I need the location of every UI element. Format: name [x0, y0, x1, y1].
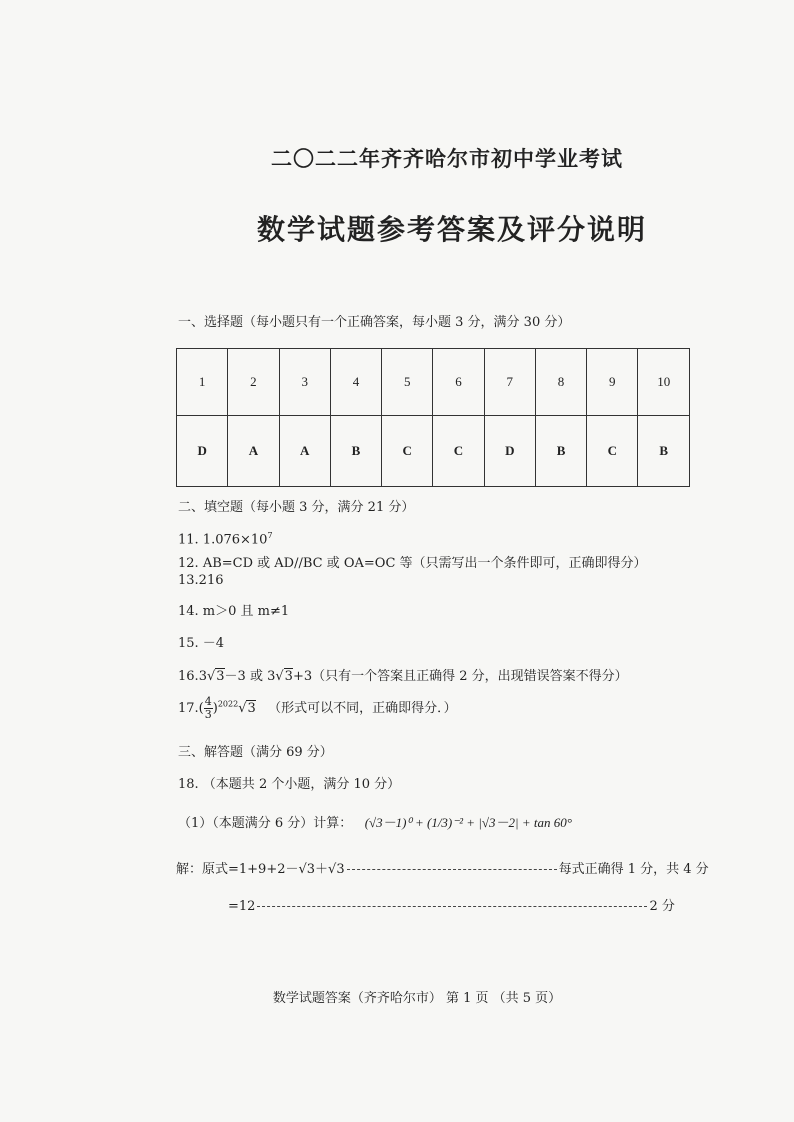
solution-line-1 [176, 858, 709, 877]
answer-17-fraction [204, 696, 213, 721]
question-number: 4 [330, 349, 381, 416]
multiple-choice-answer-table [176, 348, 690, 487]
dashed-leader [347, 869, 557, 870]
page-footer: 数学试题答案（齐齐哈尔市） 第 1 页 （共 5 页） [272, 991, 562, 1006]
question-18-1 [178, 812, 572, 831]
answer-cell: A [279, 416, 330, 487]
answer-11-exponent: 7 [267, 531, 273, 540]
question-number: 10 [638, 349, 690, 416]
answer-16 [178, 665, 628, 684]
question-18-1-expression: (√3－1)⁰ + (1/3)⁻² + |√3－2| + tan 60° [364, 815, 572, 830]
answer-cell: A [228, 416, 279, 487]
exam-title: 二〇二二年齐齐哈尔市初中学业考试 [271, 146, 623, 171]
answer-11-text: 11. 1.076×10 [178, 532, 268, 548]
question-number: 6 [433, 349, 484, 416]
solution-line-1-text: 解：原式=1+9+2－√3＋√3 [176, 862, 345, 877]
answer-cell: C [433, 416, 484, 487]
answer-17-label: 17.( [178, 701, 204, 716]
fraction-numerator: 4 [204, 695, 212, 708]
answer-16-coef: 3 [198, 669, 207, 684]
answer-12-label: 12. [178, 556, 199, 571]
answer-16-tail: +3（只有一个答案且正确得 2 分，出现错误答案不得分） [292, 669, 628, 684]
solution-line-2 [228, 895, 675, 914]
answer-13: 13.216 [178, 573, 224, 588]
answer-row [177, 416, 690, 487]
question-number: 1 [177, 349, 228, 416]
question-18-1-label: （1）（本题满分 6 分）计算： [178, 816, 353, 831]
answer-cell: D [177, 416, 228, 487]
answer-16-radicand: 3 [216, 669, 225, 684]
answer-16-mid: －3 或 3 [224, 669, 276, 684]
solution-line-2-text: =12 [228, 899, 256, 914]
solution-line-2-score: 2 分 [649, 899, 675, 914]
question-number: 7 [484, 349, 535, 416]
answer-16-label: 16. [178, 669, 199, 684]
answer-11 [178, 531, 273, 547]
answer-cell: B [535, 416, 586, 487]
answer-15: 15. －4 [178, 636, 225, 651]
question-number: 2 [228, 349, 279, 416]
question-18-heading: 18. （本题共 2 个小题，满分 10 分） [178, 777, 401, 792]
answer-cell: C [587, 416, 638, 487]
question-number: 3 [279, 349, 330, 416]
answer-17-exponent: 2022 [217, 699, 239, 709]
answer-17-radicand: 3 [247, 701, 256, 716]
answer-12 [178, 552, 647, 571]
question-number: 5 [382, 349, 433, 416]
answer-cell: D [484, 416, 535, 487]
question-number: 9 [587, 349, 638, 416]
question-number: 8 [535, 349, 586, 416]
answer-14: 14. m＞0 且 m≠1 [178, 604, 290, 619]
question-number-row [177, 349, 690, 416]
sqrt-symbol [275, 669, 283, 684]
section2-heading: 二、填空题（每小题 3 分，满分 21 分） [178, 500, 415, 515]
answer-12-text: AB=CD 或 AD//BC 或 OA=OC 等（只需写出一个条件即可，正确即得分） [202, 556, 647, 571]
fraction-denominator: 3 [204, 708, 212, 721]
answer-cell: B [330, 416, 381, 487]
answer-17-note: （形式可以不同，正确即得分．） [268, 701, 457, 716]
solution-line-1-score: 每式正确得 1 分，共 4 分 [558, 862, 709, 877]
section1-heading: 一、选择题（每小题只有一个正确答案，每小题 3 分，满分 30 分） [178, 315, 571, 330]
answer-17: 17.( $\frac{4}{3}$ )$^{2022}$√ 3 （形式可以不同，正确即得分．） [178, 696, 457, 721]
answer-cell: C [382, 416, 433, 487]
answer-cell: B [638, 416, 690, 487]
answer-16-radicand-2: 3 [284, 669, 293, 684]
document-title: 数学试题参考答案及评分说明 [256, 213, 647, 246]
dashed-leader [257, 906, 647, 907]
section3-heading: 三、解答题（满分 69 分） [178, 745, 333, 760]
